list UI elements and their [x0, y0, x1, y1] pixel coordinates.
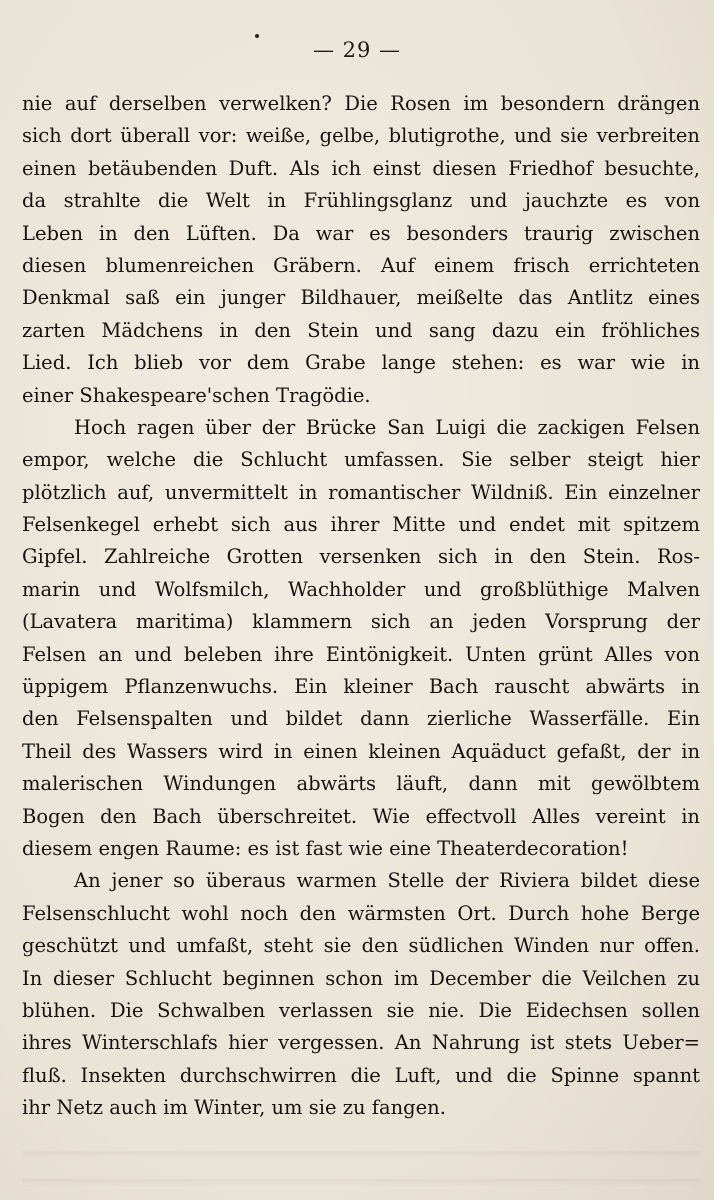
text-line: Denkmal saß ein junger Bildhauer, meißelte das Antlitz eines — [22, 286, 700, 310]
text-line: In dieser Schlucht beginnen schon im December die Veilchen zu — [22, 966, 700, 990]
text-line: den Felsenspalten und bildet dann zierliche Wasserfälle. Ein — [22, 707, 700, 731]
text-line: Lied. Ich blieb vor dem Grabe lange stehen: es war wie in — [22, 351, 700, 375]
text-line: zarten Mädchens in den Stein und sang dazu ein fröhliches — [22, 318, 700, 342]
page-body-text — [22, 88, 700, 1125]
text-line: da strahlte die Welt in Frühlingsglanz und jauchzte es von — [22, 189, 700, 213]
text-line: (Lavatera maritima) klammern sich an jeden Vorsprung der — [22, 610, 700, 634]
text-line: geschützt und umfaßt, steht sie den südlichen Winden nur offen. — [22, 934, 700, 958]
text-line: Bogen den Bach überschreitet. Wie effectvoll Alles vereint in — [22, 804, 700, 828]
text-line: sich dort überall vor: weiße, gelbe, blutigrothe, und sie verbreiten — [22, 124, 700, 148]
text-line: Felsenkegel erhebt sich aus ihrer Mitte und endet mit spitzem — [22, 513, 700, 537]
text-line: ihres Winterschlafs hier vergessen. An Nahrung ist stets Ueber= — [22, 1031, 700, 1055]
text-line: malerischen Windungen abwärts läuft, dann mit gewölbtem — [22, 772, 700, 796]
text-line: üppigem Pflanzenwuchs. Ein kleiner Bach rauscht abwärts in — [22, 675, 700, 699]
page-number-header: — 29 — — [312, 38, 402, 62]
text-line: diesen blumenreichen Gräbern. Auf einem frisch errichteten — [22, 253, 700, 277]
text-line: Gipfel. Zahlreiche Grotten versenken sich in den Stein. Ros- — [22, 545, 700, 569]
text-line: Hoch ragen über der Brücke San Luigi die zackigen Felsen — [74, 415, 700, 439]
text-line: Felsenschlucht wohl noch den wärmsten Ort. Durch hohe Berge — [22, 901, 700, 925]
text-line: ihr Netz auch im Winter, um sie zu fangen. — [22, 1096, 446, 1120]
text-line: marin und Wolfsmilch, Wachholder und großblüthige Malven — [22, 577, 700, 601]
text-line: fluß. Insekten durchschwirren die Luft, und die Spinne spannt — [22, 1063, 700, 1087]
text-line: diesem engen Raume: es ist fast wie eine Theaterdecoration! — [22, 836, 629, 860]
text-line: einer Shakespeare'schen Tragödie. — [22, 383, 371, 407]
text-line: empor, welche die Schlucht umfassen. Sie selber steigt hier — [22, 448, 700, 472]
text-line: blühen. Die Schwalben verlassen sie nie. Die Eidechsen sollen — [22, 998, 700, 1022]
text-line: einen betäubenden Duft. Als ich einst diesen Friedhof besuchte, — [22, 156, 700, 180]
text-line: Leben in den Lüften. Da war es besonders traurig zwischen — [22, 221, 700, 245]
text-line: Felsen an und beleben ihre Eintönigkeit. Unten grünt Alles von — [22, 642, 700, 666]
text-line: An jener so überaus warmen Stelle der Riviera bildet diese — [74, 869, 700, 893]
text-line: plötzlich auf, unvermittelt in romantischer Wildniß. Ein einzelner — [22, 480, 700, 504]
show-through-texture — [22, 1130, 700, 1200]
text-line: nie auf derselben verwelken? Die Rosen im besondern drängen — [22, 92, 700, 115]
text-line: Theil des Wassers wird in einen kleinen Aquäduct gefaßt, der in — [22, 739, 700, 763]
